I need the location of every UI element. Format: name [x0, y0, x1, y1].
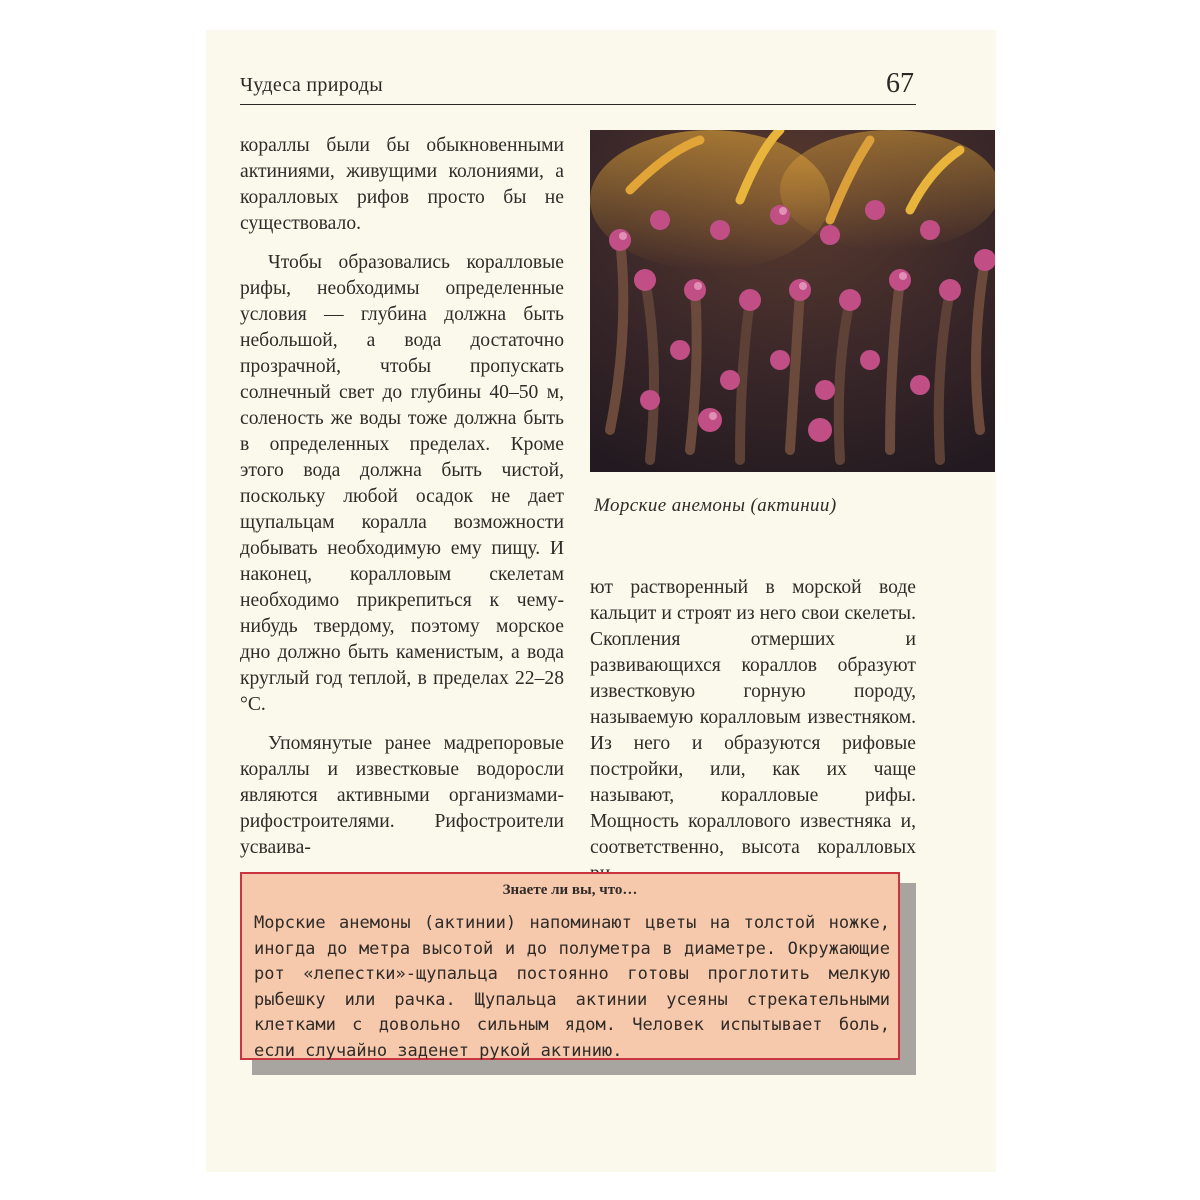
right-column: [590, 575, 916, 887]
right-paragraph-1: ют растворенный в морской воде кальцит и строят из него свои скелеты. Скопления отмерших и развивающихся кораллов образуют известковую горную породу, называемую коралловым известняком. Из него и образуются рифовые постройки, или, как их чаще называют, коралловые рифы. Мощность кораллового известняка и, соответственно, высота коралловых: [590, 577, 916, 858]
book-page: [206, 30, 996, 1172]
page-number: 67: [886, 68, 914, 99]
did-you-know-title: Знаете ли вы, что…: [502, 882, 638, 898]
did-you-know-paragraph: Морские анемоны (актинии) напоминают цветы на толстой ножке, иногда до метра высотой и до полуметра в диаметре. Окружающие рот «лепестки»-щупальца постоянно готовы проглотить мелкую рыбешку или рачка. Щупальца актинии усеяны стрекательными клетками с довольно сильным ядом. Человек испытывает боль, если случайно заденет рукой актинию.: [254, 913, 890, 1061]
left-paragraph-3: Упомянутые ранее мадрепоровые кораллы и известковые водоросли являются активными организмами-рифостроителями. Рифостроители усваива-: [240, 733, 564, 858]
left-column: [240, 133, 564, 861]
did-you-know-box: [240, 872, 900, 1060]
did-you-know-text: [254, 911, 890, 1065]
header-rule: [240, 104, 916, 105]
sea-anemones-photo: [590, 130, 995, 472]
left-paragraph-1: кораллы были бы обыкновенными актиниями, живущими колониями, а коралловых рифов просто бы не существовало.: [240, 135, 564, 234]
photo-caption: Морские анемоны (актинии): [594, 495, 837, 516]
running-title: Чудеса природы: [240, 74, 383, 96]
left-paragraph-2: Чтобы образовались коралловые рифы, необходимы определенные условия — глубина должна быть небольшой, а вода достаточно прозрачной, чтобы пропускать солнечный свет до глубины 40–50 м, соленость же воды тоже должна быть в определенных пределах. Кроме этого вода должна быть чистой, поскольку любой осадок не дает щупальцам коралла возможности добывать необходимую ему пищу. И наконец, коралловым скелетам необходимо прикрепиться к чему-нибудь твердому, поэтому морское дно должно быть каменистым, а вода круглый год теплой, в пределах 22–28 °С.: [240, 252, 564, 715]
